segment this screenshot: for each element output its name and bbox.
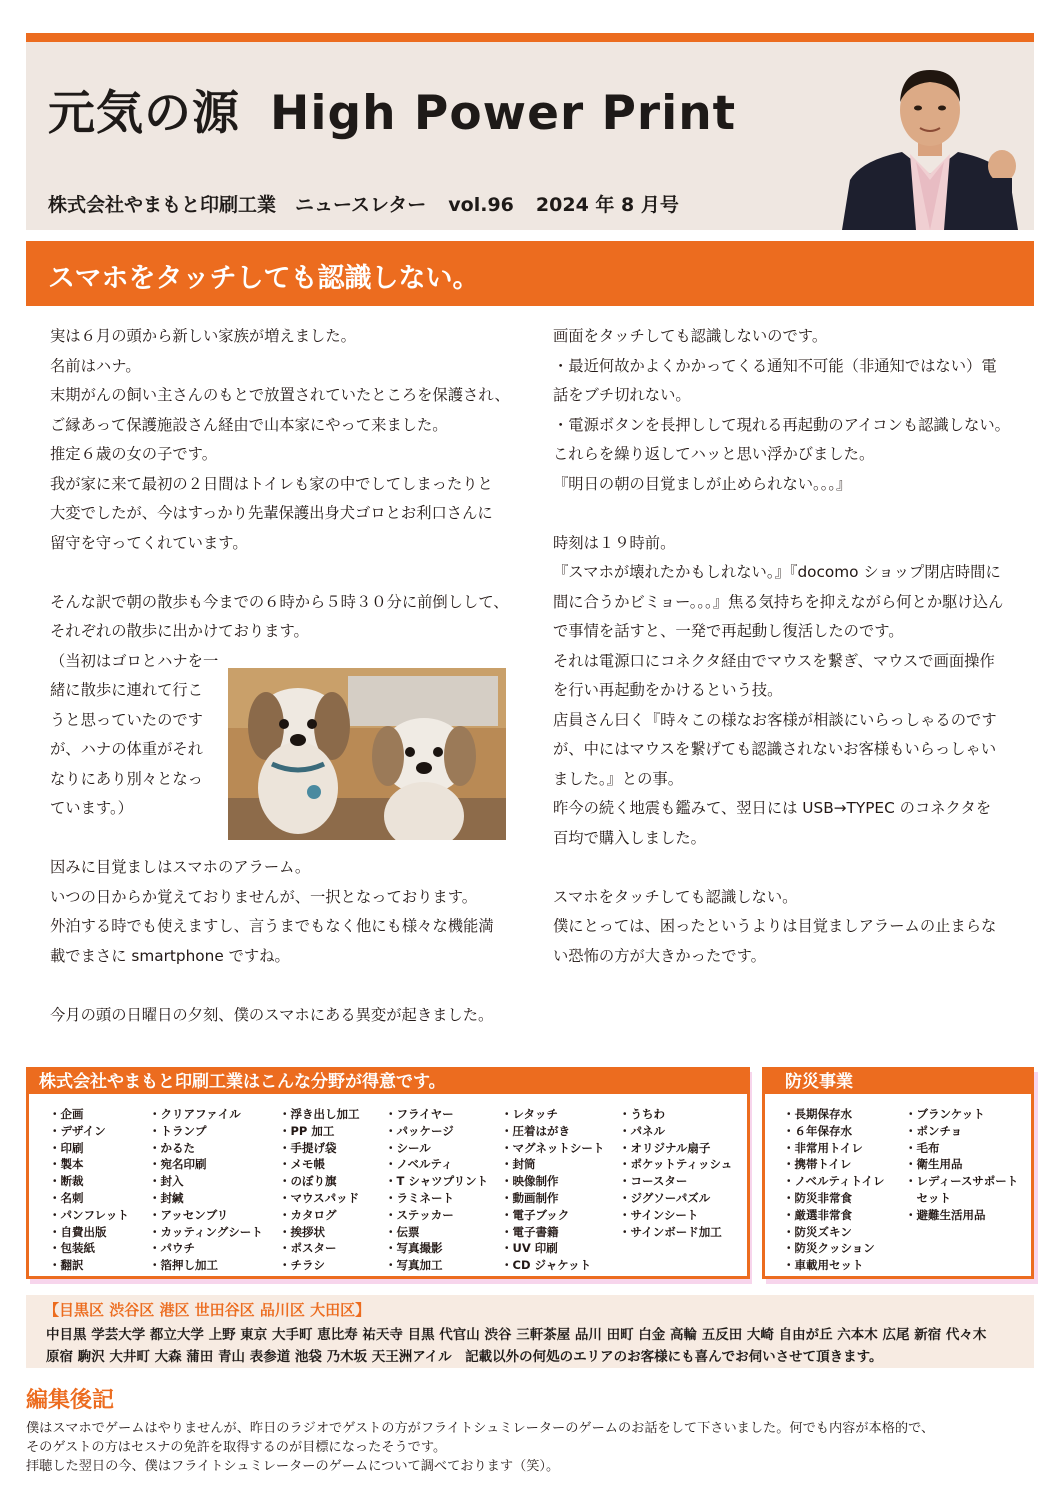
article-line: 百均で購入しました。 bbox=[553, 828, 706, 847]
article-line: ・電源ボタンを長押しして現れる再起動のアイコンも認識しない。 bbox=[553, 415, 1010, 434]
disaster-item: ・厳選非常食 bbox=[783, 1207, 852, 1222]
service-item: ・パネル bbox=[619, 1123, 665, 1138]
service-item: ・パウチ bbox=[149, 1241, 195, 1256]
service-area-section bbox=[26, 1295, 1034, 1368]
company-name: 株式会社やまもと印刷工業 ニュースレター bbox=[48, 194, 427, 216]
service-item: ・カッティングシート bbox=[149, 1224, 263, 1239]
service-item: ・パッケージ bbox=[385, 1123, 454, 1138]
disaster-item: ・６年保存水 bbox=[783, 1123, 852, 1138]
disaster-item: ・ポンチョ bbox=[905, 1123, 963, 1138]
service-item: ・写真撮影 bbox=[385, 1241, 443, 1256]
article-line: 今月の頭の日曜日の夕刻、僕のスマホにある異変が起きました。 bbox=[50, 1005, 494, 1024]
disaster-item: ・避難生活用品 bbox=[905, 1207, 986, 1222]
article-line: 緒に散歩に連れて行こ bbox=[50, 681, 203, 699]
article-right-column bbox=[553, 322, 1023, 971]
article-line: ています。） bbox=[50, 799, 133, 817]
postscript-title: 編集後記 bbox=[26, 1388, 115, 1413]
service-item: ・のぼり旗 bbox=[279, 1174, 337, 1189]
disaster-item: ・携帯トイレ bbox=[783, 1157, 852, 1172]
service-item: ・電子書籍 bbox=[501, 1224, 559, 1239]
services-column bbox=[385, 1106, 488, 1274]
article-line: 名前はハナ。 bbox=[50, 356, 141, 375]
article-line: 店員さん曰く『時々この様なお客様が相談にいらっしゃるのです bbox=[553, 710, 997, 729]
service-item: ・シール bbox=[385, 1140, 431, 1155]
service-item: ・圧着はがき bbox=[501, 1123, 570, 1138]
article-line: 末期がんの飼い主さんのもとで放置されていたところを保護され、 bbox=[50, 386, 510, 404]
article-line: 『スマホが壊れたかもしれない。』『docomo ショップ閉店時間に bbox=[553, 563, 1001, 581]
service-item: ・封入 bbox=[149, 1174, 184, 1189]
service-item: ・かるた bbox=[149, 1140, 195, 1155]
article-line: 時刻は１９時前。 bbox=[553, 533, 676, 552]
postscript-line: 拝聴した翌日の今、僕はフライトシュミレーターのゲームについて調べております（笑）。 bbox=[26, 1459, 560, 1474]
article-line: 我が家に来て最初の２日間はトイレも家の中でしてしまったりと bbox=[50, 474, 493, 493]
article-line: で事情を話すと、一発で再起動し復活したのです。 bbox=[553, 622, 904, 640]
disaster-column bbox=[905, 1106, 1018, 1224]
service-item: ・ジグソーパズル bbox=[619, 1190, 711, 1205]
service-item: ・デザイン bbox=[49, 1123, 106, 1138]
blank-line bbox=[50, 558, 520, 588]
article-line: 画面をタッチしても認識しないのです。 bbox=[553, 327, 828, 345]
newsletter-title bbox=[48, 76, 736, 143]
service-item: ・手提げ袋 bbox=[279, 1140, 337, 1155]
disaster-box bbox=[762, 1067, 1034, 1279]
area-list-line: 原宿 駒沢 大井町 大森 蒲田 青山 表参道 池袋 乃木坂 天王洲アイル 記載以外の何処のエリアのお客様にも喜んでお伺いさせて頂きます。 bbox=[46, 1349, 883, 1365]
services-heading: 株式会社やまもと印刷工業はこんな分野が得意です。 bbox=[29, 1070, 747, 1094]
service-item: ・ノベルティ bbox=[385, 1157, 453, 1172]
service-item: ・クリアファイル bbox=[149, 1107, 241, 1121]
service-item: ・フライヤー bbox=[385, 1107, 454, 1121]
article-line: 大変でしたが、今はすっかり先輩保護出身犬ゴロとお利口さんに bbox=[50, 504, 493, 522]
top-accent-bar bbox=[26, 33, 1034, 42]
service-item: ・トランプ bbox=[149, 1123, 207, 1138]
area-heading: 【目黒区 渋谷区 港区 世田谷区 品川区 大田区】 bbox=[44, 1301, 371, 1319]
service-item: ・写真加工 bbox=[385, 1258, 443, 1273]
service-item: ・封緘 bbox=[149, 1190, 184, 1205]
services-column bbox=[619, 1106, 732, 1240]
article-line: （当初はゴロとハナを一 bbox=[50, 651, 219, 670]
disaster-item: ・防災ズキン bbox=[783, 1224, 852, 1239]
article-line: 外泊する時でも使えますし、言うまでもなく他にも様々な機能満 bbox=[50, 917, 494, 935]
service-item: ・ステッカー bbox=[385, 1207, 454, 1222]
newsletter-header bbox=[26, 42, 1034, 230]
service-item: ・チラシ bbox=[279, 1258, 325, 1273]
disaster-column bbox=[783, 1106, 885, 1274]
issue-date: 2024 年 8 月号 bbox=[535, 194, 679, 216]
disaster-item: ・長期保存水 bbox=[783, 1107, 852, 1121]
service-item: ・PP 加工 bbox=[279, 1123, 335, 1138]
disaster-item: ・車載用セット bbox=[783, 1258, 864, 1273]
service-item: ・レタッチ bbox=[501, 1107, 559, 1121]
service-item: ・サインボード加工 bbox=[619, 1224, 722, 1239]
service-item: ・包装紙 bbox=[49, 1241, 95, 1256]
service-item: ・浮き出し加工 bbox=[279, 1107, 360, 1121]
service-item: ・印刷 bbox=[49, 1140, 84, 1155]
service-item: ・CD ジャケット bbox=[501, 1258, 592, 1273]
service-item: ・マグネットシート bbox=[501, 1140, 605, 1155]
disaster-item: ・ブランケット bbox=[905, 1107, 985, 1121]
article-line: を行い再起動をかけるという技。 bbox=[553, 681, 783, 699]
service-item: ・宛名印刷 bbox=[149, 1157, 207, 1172]
author-photo bbox=[832, 62, 1028, 230]
article-line: ・最近何故かよくかかってくる通知不可能（非通知ではない）電 bbox=[553, 356, 997, 375]
disaster-item: ・防災クッション bbox=[783, 1241, 875, 1256]
service-item: ・名刺 bbox=[49, 1190, 84, 1205]
article-line: 実は６月の頭から新しい家族が増えました。 bbox=[50, 327, 356, 345]
service-item: ・ポケットティッシュ bbox=[619, 1157, 733, 1172]
services-column bbox=[149, 1106, 263, 1274]
postscript-line: 僕はスマホでゲームはやりませんが、昨日のラジオでゲストの方がフライトシュミレーターのゲームのお話をして下さいました。何でも内容が本格的で、 bbox=[26, 1421, 935, 1436]
disaster-item: ・毛布 bbox=[905, 1140, 940, 1155]
service-item: ・自費出版 bbox=[49, 1224, 107, 1239]
article-line: これらを繰り返してハッと思い浮かびました。 bbox=[553, 445, 875, 463]
service-item: ・企画 bbox=[49, 1107, 84, 1121]
article-line: なりにあり別々となっ bbox=[50, 769, 203, 788]
blank-line bbox=[553, 853, 1023, 883]
article-line: いつの日からか覚えておりませんが、一択となっております。 bbox=[50, 887, 478, 906]
article-line: スマホをタッチしても認識しない。 bbox=[553, 887, 798, 906]
disaster-item: ・防災非常食 bbox=[783, 1190, 852, 1205]
article-line: い恐怖の方が大きかったです。 bbox=[553, 946, 766, 965]
headline-banner bbox=[26, 241, 1034, 306]
disaster-heading: 防災事業 bbox=[765, 1070, 1031, 1094]
article-line: それぞれの散歩に出かけております。 bbox=[50, 622, 309, 640]
newsletter-subtitle bbox=[48, 190, 679, 217]
services-column bbox=[501, 1106, 604, 1274]
services-box bbox=[26, 1067, 750, 1279]
service-item: ・翻訳 bbox=[49, 1258, 84, 1273]
service-item: ・カタログ bbox=[279, 1207, 337, 1222]
article-line: ました。』との事。 bbox=[553, 769, 684, 788]
article-line: 留守を守ってくれています。 bbox=[50, 533, 248, 552]
disaster-item: ・非常用トイレ bbox=[783, 1140, 863, 1155]
postscript-line: そのゲストの方はセスナの免許を取得するのが目標になったそうです。 bbox=[26, 1440, 447, 1455]
article-line: 因みに目覚ましはスマホのアラーム。 bbox=[50, 858, 311, 876]
disaster-item: ・レディースサポート bbox=[905, 1174, 1019, 1189]
headline: スマホをタッチしても認識しない。 bbox=[48, 263, 480, 294]
service-item: ・オリジナル扇子 bbox=[619, 1140, 711, 1155]
disaster-item: セット bbox=[905, 1190, 951, 1205]
article-line: ご縁あって保護施設さん経由で山本家にやって来ました。 bbox=[50, 415, 448, 434]
article-line: が、中にはマウスを繋げても認識されないお客様もいらっしゃい bbox=[553, 740, 997, 758]
service-item: ・動画制作 bbox=[501, 1190, 559, 1205]
service-item: ・製本 bbox=[49, 1157, 84, 1172]
article-line: 昨今の続く地震も鑑みて、翌日には USB→TYPEC のコネクタを bbox=[553, 799, 992, 817]
services-column bbox=[279, 1106, 360, 1274]
article-line: 『明日の朝の目覚ましが止められない。。。』 bbox=[553, 474, 852, 493]
article-line: そんな訳で朝の散歩も今までの６時から５時３０分に前倒しして、 bbox=[50, 592, 509, 611]
disaster-item: ・ノベルティトイレ bbox=[783, 1174, 885, 1189]
service-item: ・パンフレット bbox=[49, 1207, 129, 1222]
service-item: ・挨拶状 bbox=[279, 1224, 325, 1239]
area-list-line: 中目黒 学芸大学 都立大学 上野 東京 大手町 恵比寿 祐天寺 目黒 代官山 渋谷 三軒茶屋 品川 田町 白金 高輪 五反田 大崎 自由が丘 六本木 広尾 新宿 代々木 bbox=[46, 1327, 987, 1343]
article-line: 間に合うかビミョー。。。』焦る気持ちを抑えながら何とか駆け込ん bbox=[553, 592, 1004, 611]
article-line: 載でまさに smartphone ですね。 bbox=[50, 946, 290, 965]
title-english: High Power Print bbox=[270, 86, 737, 141]
disaster-item: ・衛生用品 bbox=[905, 1157, 963, 1172]
article-line: 話をブチ切れない。 bbox=[553, 386, 691, 404]
blank-line bbox=[50, 971, 520, 1001]
service-item: ・UV 印刷 bbox=[501, 1241, 558, 1256]
service-item: ・ラミネート bbox=[385, 1190, 454, 1205]
service-item: ・マウスパッド bbox=[279, 1190, 360, 1205]
service-item: ・ポスター bbox=[279, 1241, 337, 1256]
service-item: ・封筒 bbox=[501, 1157, 536, 1172]
service-item: ・コースター bbox=[619, 1174, 688, 1189]
service-item: ・電子ブック bbox=[501, 1207, 570, 1222]
article-line: が、ハナの体重がそれ bbox=[50, 740, 203, 758]
service-item: ・アッセンブリ bbox=[149, 1207, 229, 1222]
service-item: ・断裁 bbox=[49, 1174, 84, 1189]
title-japanese: 元気の源 bbox=[48, 86, 240, 141]
article-line: それは電源口にコネクタ経由でマウスを繋ぎ、マウスで画面操作 bbox=[553, 651, 995, 670]
service-item: ・映像制作 bbox=[501, 1174, 559, 1189]
service-item: ・サインシート bbox=[619, 1207, 699, 1222]
services-column bbox=[49, 1106, 129, 1274]
service-item: ・うちわ bbox=[619, 1107, 665, 1121]
service-item: ・メモ帳 bbox=[279, 1157, 325, 1172]
volume-number: vol.96 bbox=[448, 194, 514, 216]
service-item: ・箔押し加工 bbox=[149, 1258, 218, 1273]
article-line: 僕にとっては、困ったというよりは目覚ましアラームの止まらな bbox=[553, 917, 997, 935]
article-line: 推定６歳の女の子です。 bbox=[50, 445, 218, 463]
service-item: ・伝票 bbox=[385, 1224, 420, 1239]
article-line: うと思っていたのです bbox=[50, 710, 203, 729]
service-item: ・T シャツプリント bbox=[385, 1174, 489, 1189]
dogs-photo bbox=[228, 668, 506, 840]
blank-line bbox=[553, 499, 1023, 529]
